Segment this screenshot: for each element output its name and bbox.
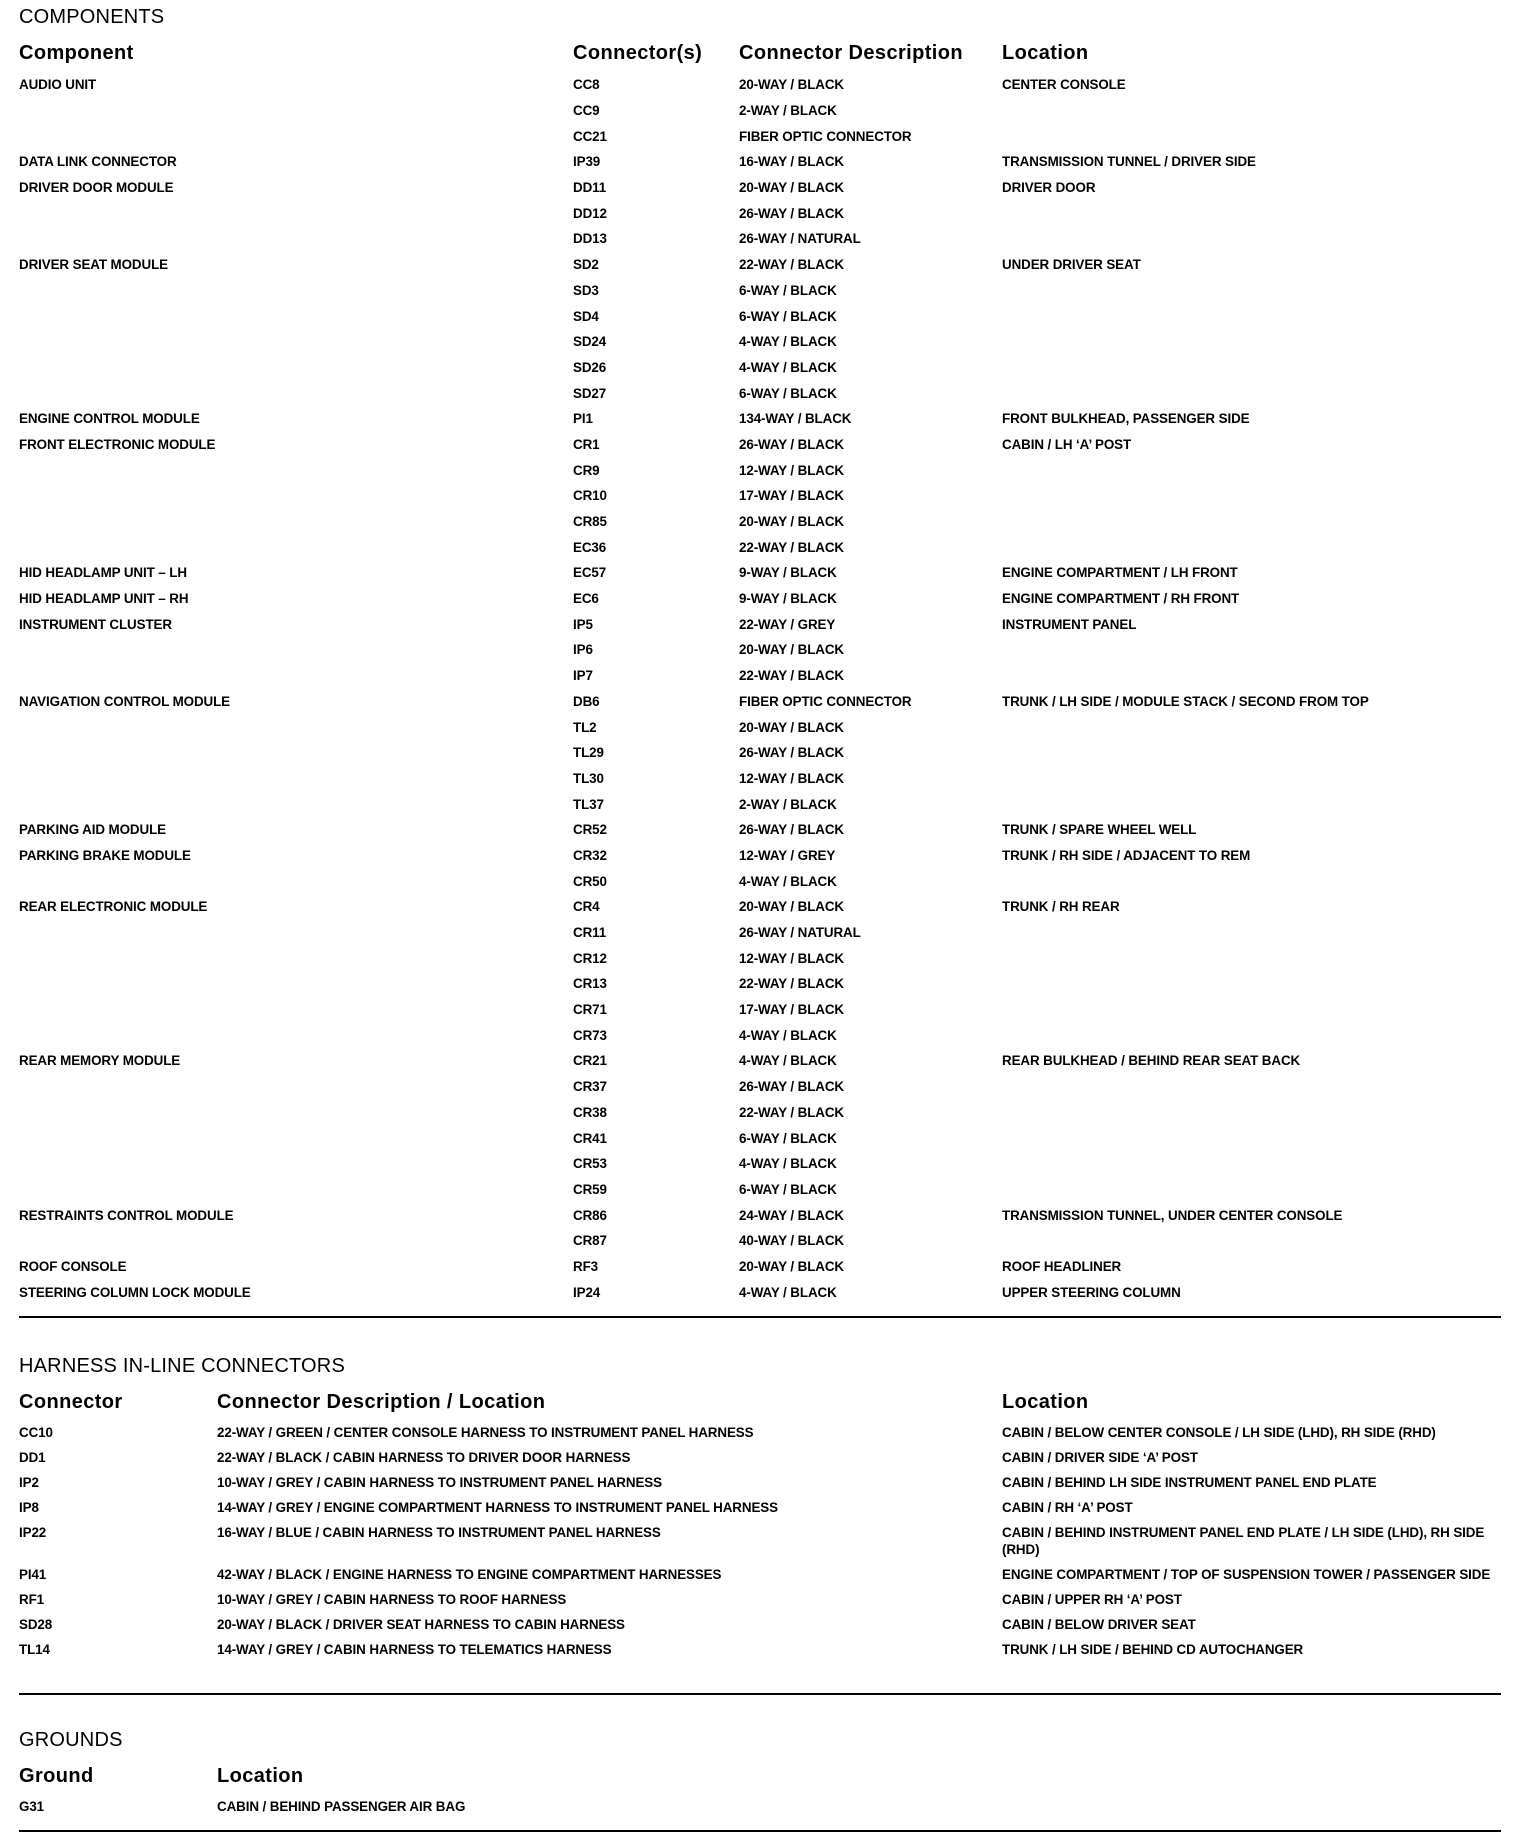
component-location: ROOF HEADLINER [1002, 1258, 1122, 1274]
connector-description: 12-WAY / BLACK [739, 770, 845, 786]
connector-description: 134-WAY / BLACK [739, 411, 852, 427]
harness-title: HARNESS IN-LINE CONNECTORS [19, 1355, 345, 1377]
connector-description: 20-WAY / BLACK [739, 642, 845, 658]
header-component: Component [19, 41, 134, 64]
table-row [19, 509, 1501, 535]
connector-description: 4-WAY / BLACK [739, 1053, 837, 1069]
table-row [19, 689, 1501, 715]
connector-description: 20-WAY / BLACK / DRIVER SEAT HARNESS TO CABIN HARNESS [217, 1617, 625, 1632]
component-location: CENTER CONSOLE [1002, 77, 1126, 93]
connector-id: IP8 [19, 1500, 39, 1515]
connector-id: DD13 [573, 231, 607, 247]
component-location: ENGINE COMPARTMENT / LH FRONT [1002, 565, 1238, 581]
connector-location: CABIN / DRIVER SIDE ‘A’ POST [1002, 1450, 1198, 1465]
connector-id: IP22 [19, 1525, 47, 1540]
connector-description: FIBER OPTIC CONNECTOR [739, 128, 912, 144]
component-location: TRUNK / RH SIDE / ADJACENT TO REM [1002, 847, 1251, 863]
table-row [19, 1074, 1501, 1100]
table-row [19, 355, 1501, 381]
connector-id: PI1 [573, 411, 593, 427]
connector-id: PI41 [19, 1567, 47, 1582]
harness-body [19, 1421, 1501, 1663]
connector-id: SD26 [573, 359, 607, 375]
connector-id: IP39 [573, 154, 601, 170]
connector-description: 20-WAY / BLACK [739, 514, 845, 530]
component-location: TRANSMISSION TUNNEL / DRIVER SIDE [1002, 154, 1256, 170]
component-location: TRUNK / SPARE WHEEL WELL [1002, 822, 1197, 838]
connector-id: CC9 [573, 103, 600, 119]
component-name: DRIVER DOOR MODULE [19, 180, 174, 196]
harness-header-row [19, 1383, 1501, 1421]
connector-id: SD28 [19, 1617, 53, 1632]
connector-description: 9-WAY / BLACK [739, 591, 837, 607]
connector-description: 26-WAY / BLACK [739, 822, 845, 838]
header-location: Location [1002, 41, 1089, 64]
table-row [19, 1048, 1501, 1074]
connector-description: 26-WAY / BLACK [739, 1079, 845, 1095]
table-row [19, 278, 1501, 304]
connector-id: DD1 [19, 1450, 46, 1465]
table-row [19, 1563, 1501, 1588]
table-row [19, 72, 1501, 98]
connector-id: EC57 [573, 565, 607, 581]
components-body [19, 72, 1501, 1305]
connector-description: 6-WAY / BLACK [739, 1130, 837, 1146]
connector-id: CC8 [573, 77, 600, 93]
component-location: INSTRUMENT PANEL [1002, 616, 1137, 632]
connector-id: CR87 [573, 1233, 607, 1249]
components-title: COMPONENTS [19, 6, 165, 28]
connector-description: 26-WAY / NATURAL [739, 231, 861, 247]
connector-description: 24-WAY / BLACK [739, 1207, 845, 1223]
header-connector: Connector [19, 1390, 123, 1413]
harness-table [19, 1383, 1501, 1663]
table-row [19, 1279, 1501, 1305]
table-row [19, 663, 1501, 689]
component-name: ENGINE CONTROL MODULE [19, 411, 200, 427]
connector-description: 4-WAY / BLACK [739, 1284, 837, 1300]
connector-id: CR32 [573, 847, 607, 863]
connector-description: 26-WAY / BLACK [739, 436, 845, 452]
connector-id: EC6 [573, 591, 599, 607]
connector-location: CABIN / BELOW CENTER CONSOLE / LH SIDE (LHD), RH SIDE (RHD) [1002, 1425, 1436, 1440]
header-description-location: Connector Description / Location [217, 1390, 546, 1413]
connector-description: 10-WAY / GREY / CABIN HARNESS TO ROOF HARNESS [217, 1592, 567, 1607]
table-row [19, 611, 1501, 637]
connector-id: DB6 [573, 693, 600, 709]
component-name: AUDIO UNIT [19, 77, 97, 93]
table-row [19, 380, 1501, 406]
table-row [19, 1588, 1501, 1613]
table-row [19, 329, 1501, 355]
connector-id: CR11 [573, 925, 607, 941]
table-row [19, 1202, 1501, 1228]
table-row [19, 945, 1501, 971]
connector-id: CR4 [573, 899, 600, 915]
component-location: TRUNK / LH SIDE / MODULE STACK / SECOND FROM TOP [1002, 693, 1369, 709]
table-row [19, 1022, 1501, 1048]
table-row [19, 406, 1501, 432]
connector-id: RF1 [19, 1592, 44, 1607]
component-name: NAVIGATION CONTROL MODULE [19, 693, 230, 709]
table-row [19, 971, 1501, 997]
connector-description: 26-WAY / NATURAL [739, 925, 861, 941]
connector-description: 22-WAY / BLACK [739, 1104, 845, 1120]
table-row [19, 1228, 1501, 1254]
connector-id: CC21 [573, 128, 607, 144]
connector-description: 14-WAY / GREY / ENGINE COMPARTMENT HARNESS TO INSTRUMENT PANEL HARNESS [217, 1500, 778, 1515]
connector-description: 9-WAY / BLACK [739, 565, 837, 581]
connector-location: CABIN / UPPER RH ‘A’ POST [1002, 1592, 1182, 1607]
connector-description: 17-WAY / BLACK [739, 1002, 845, 1018]
table-row [19, 252, 1501, 278]
connector-location: TRUNK / LH SIDE / BEHIND CD AUTOCHANGER [1002, 1642, 1304, 1657]
connector-id: TL37 [573, 796, 604, 812]
header-harness-location: Location [1002, 1390, 1089, 1413]
connector-description: 16-WAY / BLUE / CABIN HARNESS TO INSTRUMENT PANEL HARNESS [217, 1525, 661, 1540]
connector-id: IP24 [573, 1284, 601, 1300]
table-row [19, 432, 1501, 458]
connector-description: 26-WAY / BLACK [739, 745, 845, 761]
connector-location: ENGINE COMPARTMENT / TOP OF SUSPENSION TOWER / PASSENGER SIDE [1002, 1567, 1491, 1582]
component-name: ROOF CONSOLE [19, 1258, 127, 1274]
connector-id: SD4 [573, 308, 599, 324]
component-location: ENGINE COMPARTMENT / RH FRONT [1002, 591, 1240, 607]
connector-description: 4-WAY / BLACK [739, 334, 837, 350]
connector-id: CR73 [573, 1027, 607, 1043]
connector-description: 12-WAY / GREY [739, 847, 836, 863]
connector-description: 22-WAY / BLACK [739, 539, 845, 555]
connector-id: CR52 [573, 822, 607, 838]
component-name: REAR ELECTRONIC MODULE [19, 899, 208, 915]
connector-description: 4-WAY / BLACK [739, 873, 837, 889]
connector-id: CC10 [19, 1425, 53, 1440]
table-row [19, 766, 1501, 792]
component-name: REAR MEMORY MODULE [19, 1053, 181, 1069]
connector-id: DD11 [573, 180, 607, 196]
table-row [19, 560, 1501, 586]
table-row [19, 175, 1501, 201]
table-row [19, 483, 1501, 509]
grounds-table [19, 1757, 1501, 1820]
connector-id: CR1 [573, 436, 600, 452]
connector-description: 20-WAY / BLACK [739, 77, 845, 93]
table-row [19, 200, 1501, 226]
table-row [19, 714, 1501, 740]
table-row [19, 1421, 1501, 1446]
ground-location: CABIN / BEHIND PASSENGER AIR BAG [217, 1799, 466, 1814]
connector-description: 2-WAY / BLACK [739, 796, 837, 812]
table-row [19, 1100, 1501, 1126]
grounds-body [19, 1795, 1501, 1820]
connector-id: SD24 [573, 334, 607, 350]
table-row [19, 637, 1501, 663]
component-location: FRONT BULKHEAD, PASSENGER SIDE [1002, 411, 1250, 427]
components-header-row [19, 34, 1501, 72]
component-name: HID HEADLAMP UNIT – RH [19, 591, 189, 607]
connector-description: 12-WAY / BLACK [739, 950, 845, 966]
connector-location: CABIN / BELOW DRIVER SEAT [1002, 1617, 1196, 1632]
connector-id: TL2 [573, 719, 597, 735]
component-name: STEERING COLUMN LOCK MODULE [19, 1284, 251, 1300]
connector-id: TL30 [573, 770, 604, 786]
table-row [19, 1638, 1501, 1663]
connector-description: 4-WAY / BLACK [739, 1027, 837, 1043]
header-ground-location: Location [217, 1764, 304, 1787]
table-row [19, 894, 1501, 920]
connector-description: 26-WAY / BLACK [739, 205, 845, 221]
connector-id: CR37 [573, 1079, 607, 1095]
connector-id: IP5 [573, 616, 593, 632]
connector-description: 14-WAY / GREY / CABIN HARNESS TO TELEMATICS HARNESS [217, 1642, 612, 1657]
component-name: FRONT ELECTRONIC MODULE [19, 436, 216, 452]
connector-id: EC36 [573, 539, 607, 555]
connector-id: CR10 [573, 488, 607, 504]
component-name: HID HEADLAMP UNIT – LH [19, 565, 187, 581]
harness-divider [19, 1693, 1501, 1695]
table-row [19, 303, 1501, 329]
connector-id: TL29 [573, 745, 604, 761]
connector-id: CR38 [573, 1104, 607, 1120]
connector-id: DD12 [573, 205, 607, 221]
table-row [19, 791, 1501, 817]
connector-description: 22-WAY / GREEN / CENTER CONSOLE HARNESS TO INSTRUMENT PANEL HARNESS [217, 1425, 754, 1440]
connector-id: SD2 [573, 257, 599, 273]
connector-description: 20-WAY / BLACK [739, 899, 845, 915]
table-row [19, 123, 1501, 149]
connector-description: 22-WAY / BLACK [739, 976, 845, 992]
grounds-section [19, 1723, 1501, 1820]
grounds-title: GROUNDS [19, 1729, 123, 1751]
connector-description: FIBER OPTIC CONNECTOR [739, 693, 912, 709]
table-row [19, 997, 1501, 1023]
connector-description: 20-WAY / BLACK [739, 180, 845, 196]
header-connector-description: Connector Description [739, 41, 963, 64]
connector-id: CR85 [573, 514, 607, 530]
table-row [19, 226, 1501, 252]
table-row [19, 1471, 1501, 1496]
connector-id: CR71 [573, 1002, 607, 1018]
connector-id: SD3 [573, 282, 599, 298]
component-name: DRIVER SEAT MODULE [19, 257, 168, 273]
table-row [19, 534, 1501, 560]
connector-description: 20-WAY / BLACK [739, 1258, 845, 1274]
connector-id: CR13 [573, 976, 607, 992]
table-row [19, 98, 1501, 124]
connector-description: 6-WAY / BLACK [739, 282, 837, 298]
connector-description: 22-WAY / GREY [739, 616, 836, 632]
component-location: UPPER STEERING COLUMN [1002, 1284, 1181, 1300]
connector-description: 4-WAY / BLACK [739, 1156, 837, 1172]
connector-id: TL14 [19, 1642, 50, 1657]
connector-location: CABIN / BEHIND LH SIDE INSTRUMENT PANEL END PLATE [1002, 1475, 1377, 1490]
table-row [19, 920, 1501, 946]
table-row [19, 817, 1501, 843]
components-divider [19, 1316, 1501, 1318]
component-name: INSTRUMENT CLUSTER [19, 616, 172, 632]
table-row [19, 1177, 1501, 1203]
connector-description: 17-WAY / BLACK [739, 488, 845, 504]
table-row [19, 1496, 1501, 1521]
component-location: UNDER DRIVER SEAT [1002, 257, 1141, 273]
connector-id: IP7 [573, 668, 593, 684]
harness-section [19, 1349, 1501, 1663]
connector-id: CR59 [573, 1181, 607, 1197]
components-section [19, 0, 1501, 1305]
connector-description: 42-WAY / BLACK / ENGINE HARNESS TO ENGINE COMPARTMENT HARNESSES [217, 1567, 722, 1582]
connector-id: CR53 [573, 1156, 607, 1172]
connector-description: 12-WAY / BLACK [739, 462, 845, 478]
connector-location: CABIN / BEHIND INSTRUMENT PANEL END PLATE / LH SIDE (LHD), RH SIDE (RHD) [1002, 1525, 1485, 1557]
table-row [19, 457, 1501, 483]
connector-description: 22-WAY / BLACK [739, 668, 845, 684]
connector-description: 22-WAY / BLACK / CABIN HARNESS TO DRIVER DOOR HARNESS [217, 1450, 631, 1465]
connector-id: IP2 [19, 1475, 39, 1490]
component-name: DATA LINK CONNECTOR [19, 154, 177, 170]
connector-id: CR12 [573, 950, 607, 966]
connector-id: CR21 [573, 1053, 607, 1069]
component-location: DRIVER DOOR [1002, 180, 1096, 196]
table-row [19, 1151, 1501, 1177]
component-name: RESTRAINTS CONTROL MODULE [19, 1207, 234, 1223]
ground-id: G31 [19, 1799, 45, 1814]
table-row [19, 740, 1501, 766]
connector-description: 10-WAY / GREY / CABIN HARNESS TO INSTRUMENT PANEL HARNESS [217, 1475, 662, 1490]
table-row [19, 1795, 1501, 1820]
connector-id: CR86 [573, 1207, 607, 1223]
connector-description: 4-WAY / BLACK [739, 359, 837, 375]
component-location: TRUNK / RH REAR [1002, 899, 1120, 915]
connector-description: 2-WAY / BLACK [739, 103, 837, 119]
connector-id: SD27 [573, 385, 607, 401]
connector-id: CR50 [573, 873, 607, 889]
component-name: PARKING AID MODULE [19, 822, 166, 838]
connector-id: IP6 [573, 642, 593, 658]
connector-id: CR9 [573, 462, 600, 478]
grounds-divider [19, 1830, 1501, 1832]
table-row [19, 149, 1501, 175]
grounds-header-row [19, 1757, 1501, 1795]
component-location: TRANSMISSION TUNNEL, UNDER CENTER CONSOLE [1002, 1207, 1343, 1223]
table-row [19, 1613, 1501, 1638]
connector-description: 6-WAY / BLACK [739, 1181, 837, 1197]
table-row [19, 868, 1501, 894]
connector-description: 6-WAY / BLACK [739, 385, 837, 401]
connector-location: CABIN / RH ‘A’ POST [1002, 1500, 1133, 1515]
component-name: PARKING BRAKE MODULE [19, 847, 191, 863]
connector-id: RF3 [573, 1258, 598, 1274]
table-row [19, 1125, 1501, 1151]
header-ground: Ground [19, 1764, 94, 1787]
components-table [19, 34, 1501, 1305]
table-row [19, 843, 1501, 869]
connector-description: 6-WAY / BLACK [739, 308, 837, 324]
connector-description: 20-WAY / BLACK [739, 719, 845, 735]
table-row [19, 586, 1501, 612]
header-connectors: Connector(s) [573, 41, 703, 64]
component-location: CABIN / LH ‘A’ POST [1002, 436, 1132, 452]
connector-description: 40-WAY / BLACK [739, 1233, 845, 1249]
table-row [19, 1254, 1501, 1280]
connector-description: 16-WAY / BLACK [739, 154, 845, 170]
table-row [19, 1446, 1501, 1471]
table-row [19, 1521, 1501, 1563]
connector-description: 22-WAY / BLACK [739, 257, 845, 273]
connector-id: CR41 [573, 1130, 607, 1146]
component-location: REAR BULKHEAD / BEHIND REAR SEAT BACK [1002, 1053, 1301, 1069]
